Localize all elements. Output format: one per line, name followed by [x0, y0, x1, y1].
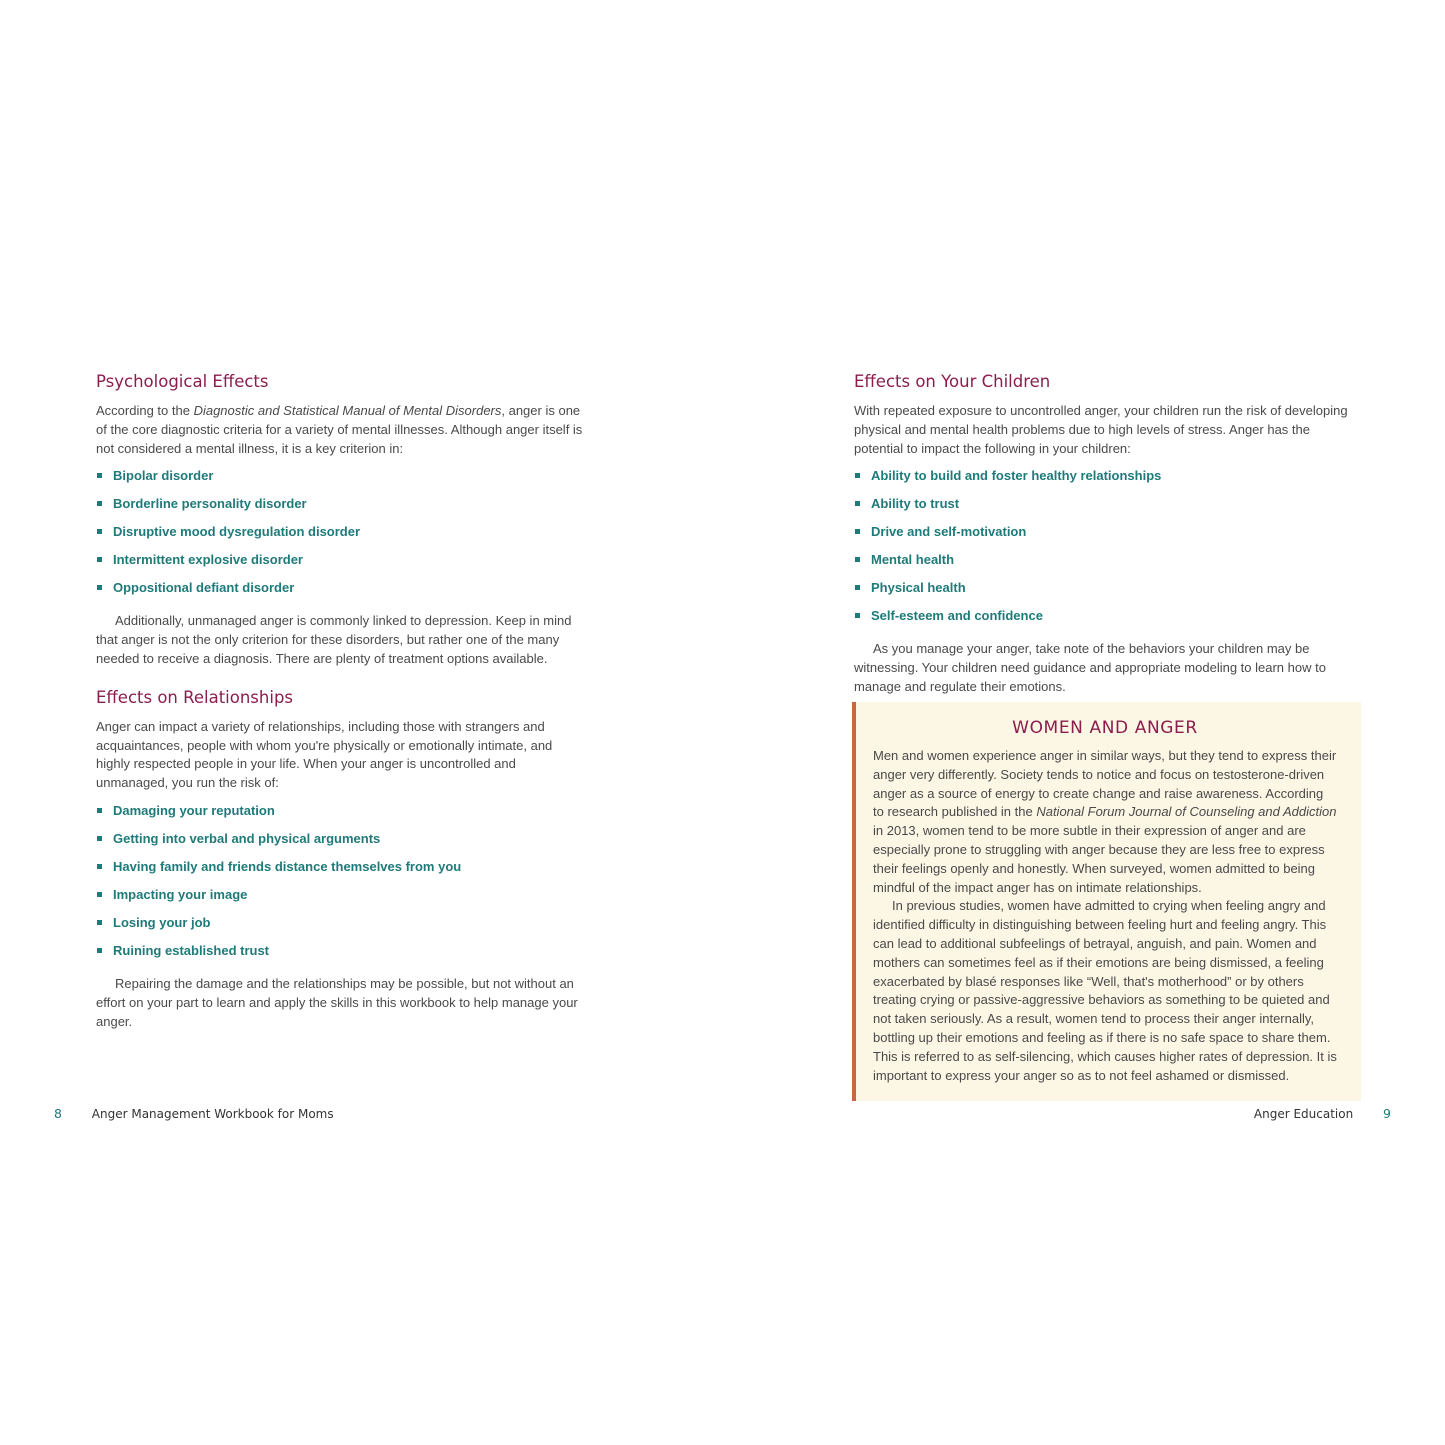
bullet-icon — [97, 501, 102, 506]
bullet-icon — [97, 864, 102, 869]
list-item: Having family and friends distance themselves from you — [96, 857, 586, 885]
bullet-icon — [97, 585, 102, 590]
children-closing: As you manage your anger, take note of the behaviors your children may be witnessing. Your children need guidance and appropriate modeling to learn how to manage and regulate their emotions. — [854, 641, 1326, 694]
page-number: 8 — [54, 1106, 62, 1121]
list-item: Losing your job — [96, 913, 586, 941]
intro-text: According to the — [96, 403, 194, 418]
children-list — [854, 466, 1362, 634]
list-item: Damaging your reputation — [96, 801, 586, 829]
list-item: Self-esteem and confidence — [854, 606, 1362, 634]
list-item: Impacting your image — [96, 885, 586, 913]
list-item: Mental health — [854, 550, 1362, 578]
list-item: Disruptive mood dysregulation disorder — [96, 522, 586, 550]
list-item: Physical health — [854, 578, 1362, 606]
bullet-icon — [97, 892, 102, 897]
list-item: Intermittent explosive disorder — [96, 550, 586, 578]
list-item: Ability to build and foster healthy relationships — [854, 466, 1362, 494]
relationships-closing: Repairing the damage and the relationships may be possible, but not without an effort on your part to learn and apply the skills in this workbook to help manage your anger. — [96, 975, 578, 1029]
children-heading: Effects on Your Children — [854, 372, 1051, 391]
right-page — [722, 0, 1445, 1445]
bullet-icon — [855, 557, 860, 562]
list-item: Getting into verbal and physical arguments — [96, 829, 586, 857]
left-content — [96, 370, 586, 1031]
sidebar-paragraph-2: In previous studies, women have admitted to crying when feeling angry and identified difficulty in distinguishing between feeling hurt and feeling angry. This can lead to additional subfeelings of betrayal, anguish, and pain. Women and mothers can sometimes feel as if their emotions are being dismissed, a feeling exacerbated by blasé responses like “Well, that's motherhood” or by others treating crying or passive-aggressive behaviors as something to be quieted and not taken seriously. As a result, women tend to process their anger internally, bottling up their emotions and feeling as if there is no safe space to share them. This is referred to as self-silencing, which causes higher rates of depression. It is important to express your anger so as to not feel ashamed or dismissed. — [873, 898, 1337, 1083]
sidebar-title: WOMEN AND ANGER — [1012, 718, 1198, 738]
bullet-icon — [855, 529, 860, 534]
psychological-effects-heading: Psychological Effects — [96, 372, 269, 391]
bullet-icon — [97, 808, 102, 813]
list-item: Oppositional defiant disorder — [96, 578, 586, 606]
bullet-icon — [97, 473, 102, 478]
bullet-icon — [855, 473, 860, 478]
dsm-title: Diagnostic and Statistical Manual of Mental Disorders — [193, 403, 502, 418]
list-item: Ruining established trust — [96, 941, 586, 969]
relationships-heading: Effects on Relationships — [96, 687, 294, 707]
children-intro: With repeated exposure to uncontrolled anger, your children run the risk of developing physical and mental health problems due to high levels of stress. Anger has the potential to impact the following in your children: — [854, 403, 1348, 456]
risks-list — [96, 801, 586, 969]
psychological-effects-closing: Additionally, unmanaged anger is commonly linked to depression. Keep in mind that anger is not the only criterion for these disorders, but rather one of the many needed to receive a diagnosis. There are plenty of treatment options available. — [96, 613, 572, 666]
relationships-intro: Anger can impact a variety of relationships, including those with strangers and acquaintances, people with whom you're physically or emotionally intimate, and highly respected people in your life. When your anger is uncontrolled and unmanaged, you run the risk of: — [96, 718, 553, 791]
bullet-icon — [97, 836, 102, 841]
left-footer — [54, 1105, 334, 1123]
journal-title: National Forum Journal of Counseling and Addiction — [1036, 804, 1337, 820]
list-item: Drive and self-motivation — [854, 522, 1362, 550]
bullet-icon — [855, 585, 860, 590]
book-title: Anger Management Workbook for Moms — [91, 1107, 334, 1121]
list-item: Borderline personality disorder — [96, 494, 586, 522]
page-number: 9 — [1383, 1106, 1391, 1121]
bullet-icon — [97, 557, 102, 562]
bullet-icon — [97, 920, 102, 925]
left-page — [0, 0, 722, 1445]
sidebar-paragraph-1: Men and women experience anger in similar ways, but they tend to express their anger very differently. Society tends to notice and focus on testosterone-driven anger as a source of energy to create change and raise awareness. According to research published in the National Forum Journal of Counseling and Addiction in 2013, women tend to be more subtle in their expression of anger and are especially prone to struggling with anger because they are less free to express their feelings openly and honestly. When surveyed, women admitted to being mindful of the impact anger has on intimate relationships. — [873, 748, 1337, 895]
right-footer — [1254, 1105, 1391, 1123]
chapter-title: Anger Education — [1253, 1107, 1354, 1121]
women-and-anger-sidebar — [852, 702, 1361, 1101]
right-content — [854, 370, 1362, 697]
psychological-effects-intro — [96, 402, 586, 458]
list-item: Ability to trust — [854, 494, 1362, 522]
list-item: Bipolar disorder — [96, 466, 586, 494]
bullet-icon — [97, 948, 102, 953]
bullet-icon — [855, 613, 860, 618]
intro-text-cont: , anger is one of the core diagnostic criteria for a variety of mental illnesses. Although anger itself is not considered a mental illness, it is a key criterion in: — [96, 403, 583, 456]
bullet-icon — [97, 529, 102, 534]
disorders-list — [96, 466, 586, 606]
bullet-icon — [855, 501, 860, 506]
